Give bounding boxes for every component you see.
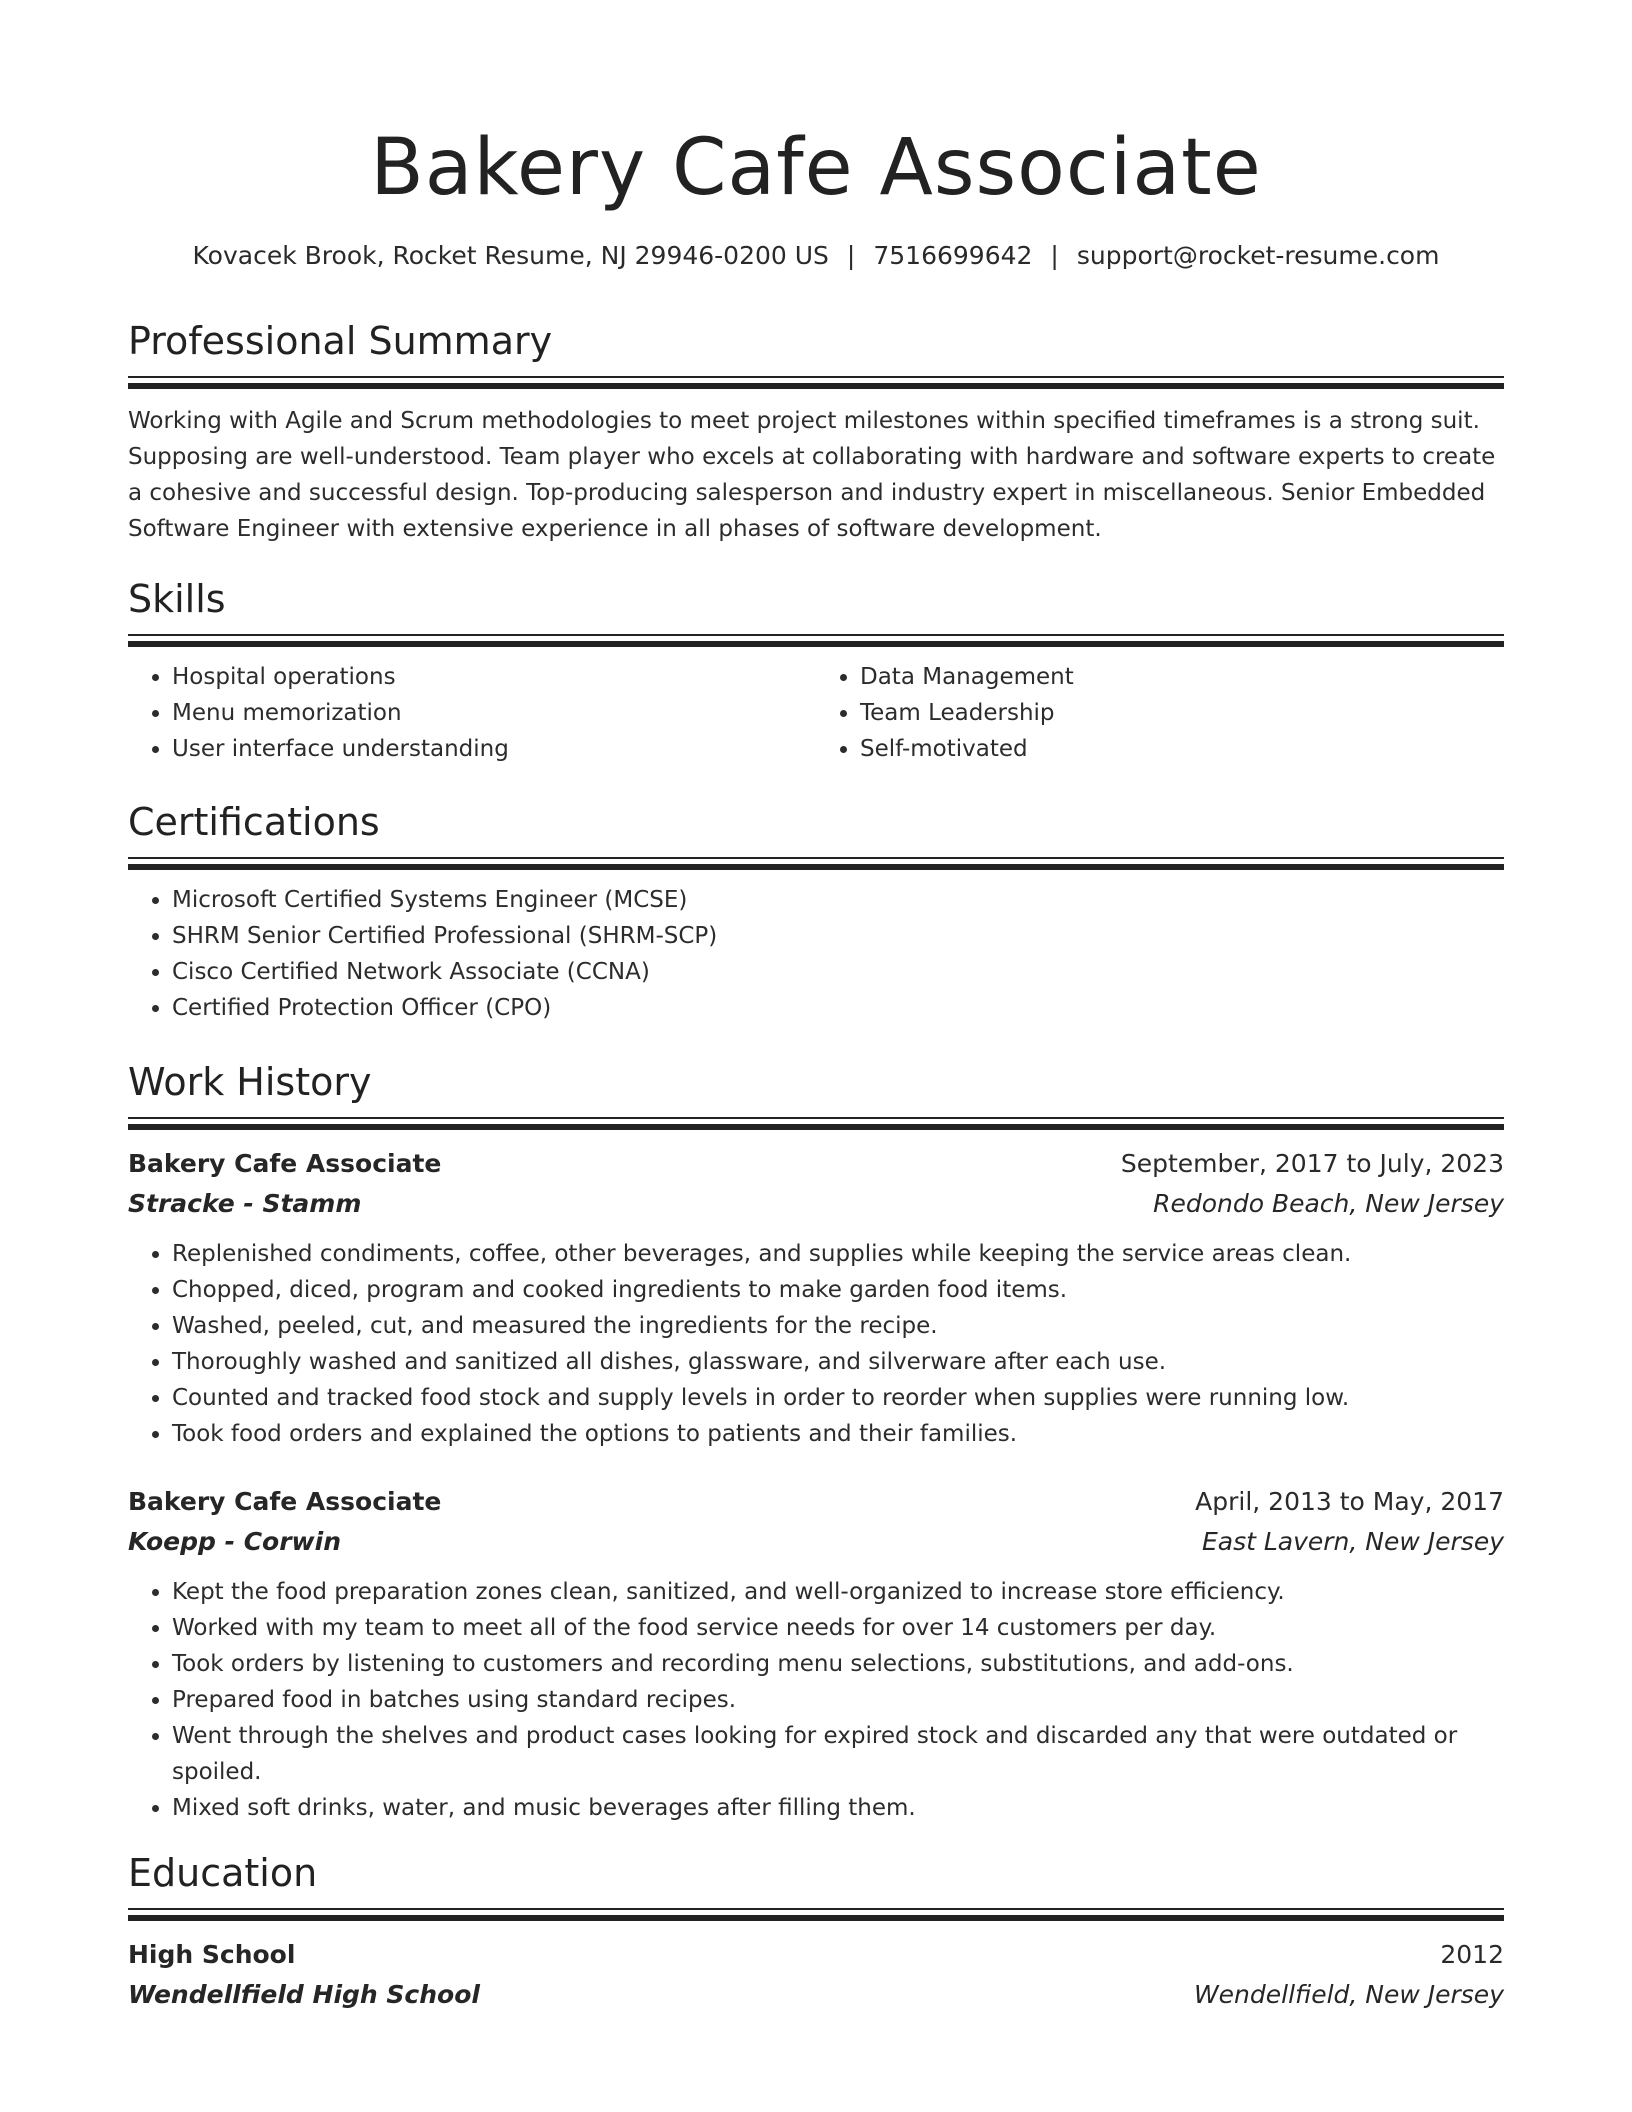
resume-title: Bakery Cafe Associate <box>370 123 1262 213</box>
education-entry <box>128 1935 1504 2015</box>
job-title: Bakery Cafe Associate <box>128 1487 442 1516</box>
list-item: • Mixed soft drinks, water, and music beverages after filling them. <box>172 1790 1504 1826</box>
list-item: • Replenished condiments, coffee, other beverages, and supplies while keeping the service areas clean. <box>172 1236 1504 1272</box>
work-section <box>128 1057 1504 1826</box>
job-company: Stracke - Stamm <box>128 1189 362 1218</box>
section-title-work: Work History <box>128 1060 372 1104</box>
job-company: Koepp - Corwin <box>128 1527 342 1556</box>
list-item: • Took orders by listening to customers and recording menu selections, substitutions, and add-ons. <box>172 1646 1504 1682</box>
list-item: • Worked with my team to meet all of the food service needs for over 14 customers per day. <box>172 1610 1504 1646</box>
certifications-section <box>128 797 1504 1026</box>
skills-grid <box>128 659 1504 767</box>
list-item: • Cisco Certified Network Associate (CCNA) <box>172 954 1504 990</box>
job-location: East Lavern, New Jersey <box>1201 1527 1504 1556</box>
job-entry <box>128 1482 1504 1826</box>
education-location: Wendellfield, New Jersey <box>1193 1980 1504 2009</box>
list-item: • Chopped, diced, program and cooked ingredients to make garden food items. <box>172 1272 1504 1308</box>
list-item: • Certified Protection Officer (CPO) <box>172 990 1504 1026</box>
contact-address: Kovacek Brook, Rocket Resume, NJ 29946-0200 US <box>192 241 829 270</box>
section-title-education: Education <box>128 1851 318 1895</box>
skills-list-right <box>816 659 1504 767</box>
list-item: • Menu memorization <box>172 695 816 731</box>
education-school: Wendellfield High School <box>128 1980 480 2009</box>
job-location: Redondo Beach, New Jersey <box>1153 1189 1504 1218</box>
section-divider <box>128 857 1504 870</box>
section-title-skills: Skills <box>128 577 226 621</box>
list-item: • Counted and tracked food stock and supply levels in order to reorder when supplies were running low. <box>172 1380 1504 1416</box>
contact-phone: 7516699642 <box>873 241 1033 270</box>
job-entry <box>128 1144 1504 1452</box>
section-divider <box>128 1908 1504 1921</box>
job-dates: April, 2013 to May, 2017 <box>1195 1487 1504 1516</box>
section-title-summary: Professional Summary <box>128 319 553 363</box>
section-divider <box>128 1117 1504 1130</box>
skills-list-left <box>128 659 816 767</box>
summary-section <box>128 316 1504 547</box>
skills-section <box>128 574 1504 767</box>
job-title: Bakery Cafe Associate <box>128 1149 442 1178</box>
list-item: • Washed, peeled, cut, and measured the ingredients for the recipe. <box>172 1308 1504 1344</box>
list-item: • Team Leadership <box>860 695 1504 731</box>
list-item: • Microsoft Certified Systems Engineer (MCSE) <box>172 882 1504 918</box>
summary-text: Working with Agile and Scrum methodologies to meet project milestones within specified timeframes is a strong suit. Supposing are well-understood. Team player who excels at collaborating with hardware and software experts to create a cohesive and successful design. Top-producing salesperson and industry expert in miscellaneous. Senior Embedded Software Engineer with extensive experience in all phases of software development. <box>128 408 1496 542</box>
education-year: 2012 <box>1440 1940 1504 1969</box>
list-item: • Thoroughly washed and sanitized all dishes, glassware, and silverware after each use. <box>172 1344 1504 1380</box>
contact-separator: | <box>1050 241 1059 270</box>
job-dates: September, 2017 to July, 2023 <box>1120 1149 1504 1178</box>
list-item: • Data Management <box>860 659 1504 695</box>
education-degree: High School <box>128 1940 296 1969</box>
job-bullets <box>128 1574 1504 1826</box>
list-item: • User interface understanding <box>172 731 816 767</box>
contact-email: support@rocket-resume.com <box>1076 241 1440 270</box>
section-divider <box>128 376 1504 389</box>
job-bullets <box>128 1236 1504 1452</box>
list-item: • SHRM Senior Certified Professional (SHRM-SCP) <box>172 918 1504 954</box>
section-divider <box>128 634 1504 647</box>
certifications-list <box>128 882 1504 1026</box>
list-item: • Kept the food preparation zones clean, sanitized, and well-organized to increase store efficiency. <box>172 1574 1504 1610</box>
list-item: • Prepared food in batches using standard recipes. <box>172 1682 1504 1718</box>
list-item: • Self-motivated <box>860 731 1504 767</box>
list-item: • Hospital operations <box>172 659 816 695</box>
education-section <box>128 1848 1504 2015</box>
list-item: • Went through the shelves and product cases looking for expired stock and discarded any that were outdated or spoiled. <box>172 1718 1504 1790</box>
list-item: • Took food orders and explained the options to patients and their families. <box>172 1416 1504 1452</box>
contact-line <box>128 238 1504 274</box>
section-title-certifications: Certifications <box>128 800 380 844</box>
contact-separator: | <box>846 241 856 270</box>
